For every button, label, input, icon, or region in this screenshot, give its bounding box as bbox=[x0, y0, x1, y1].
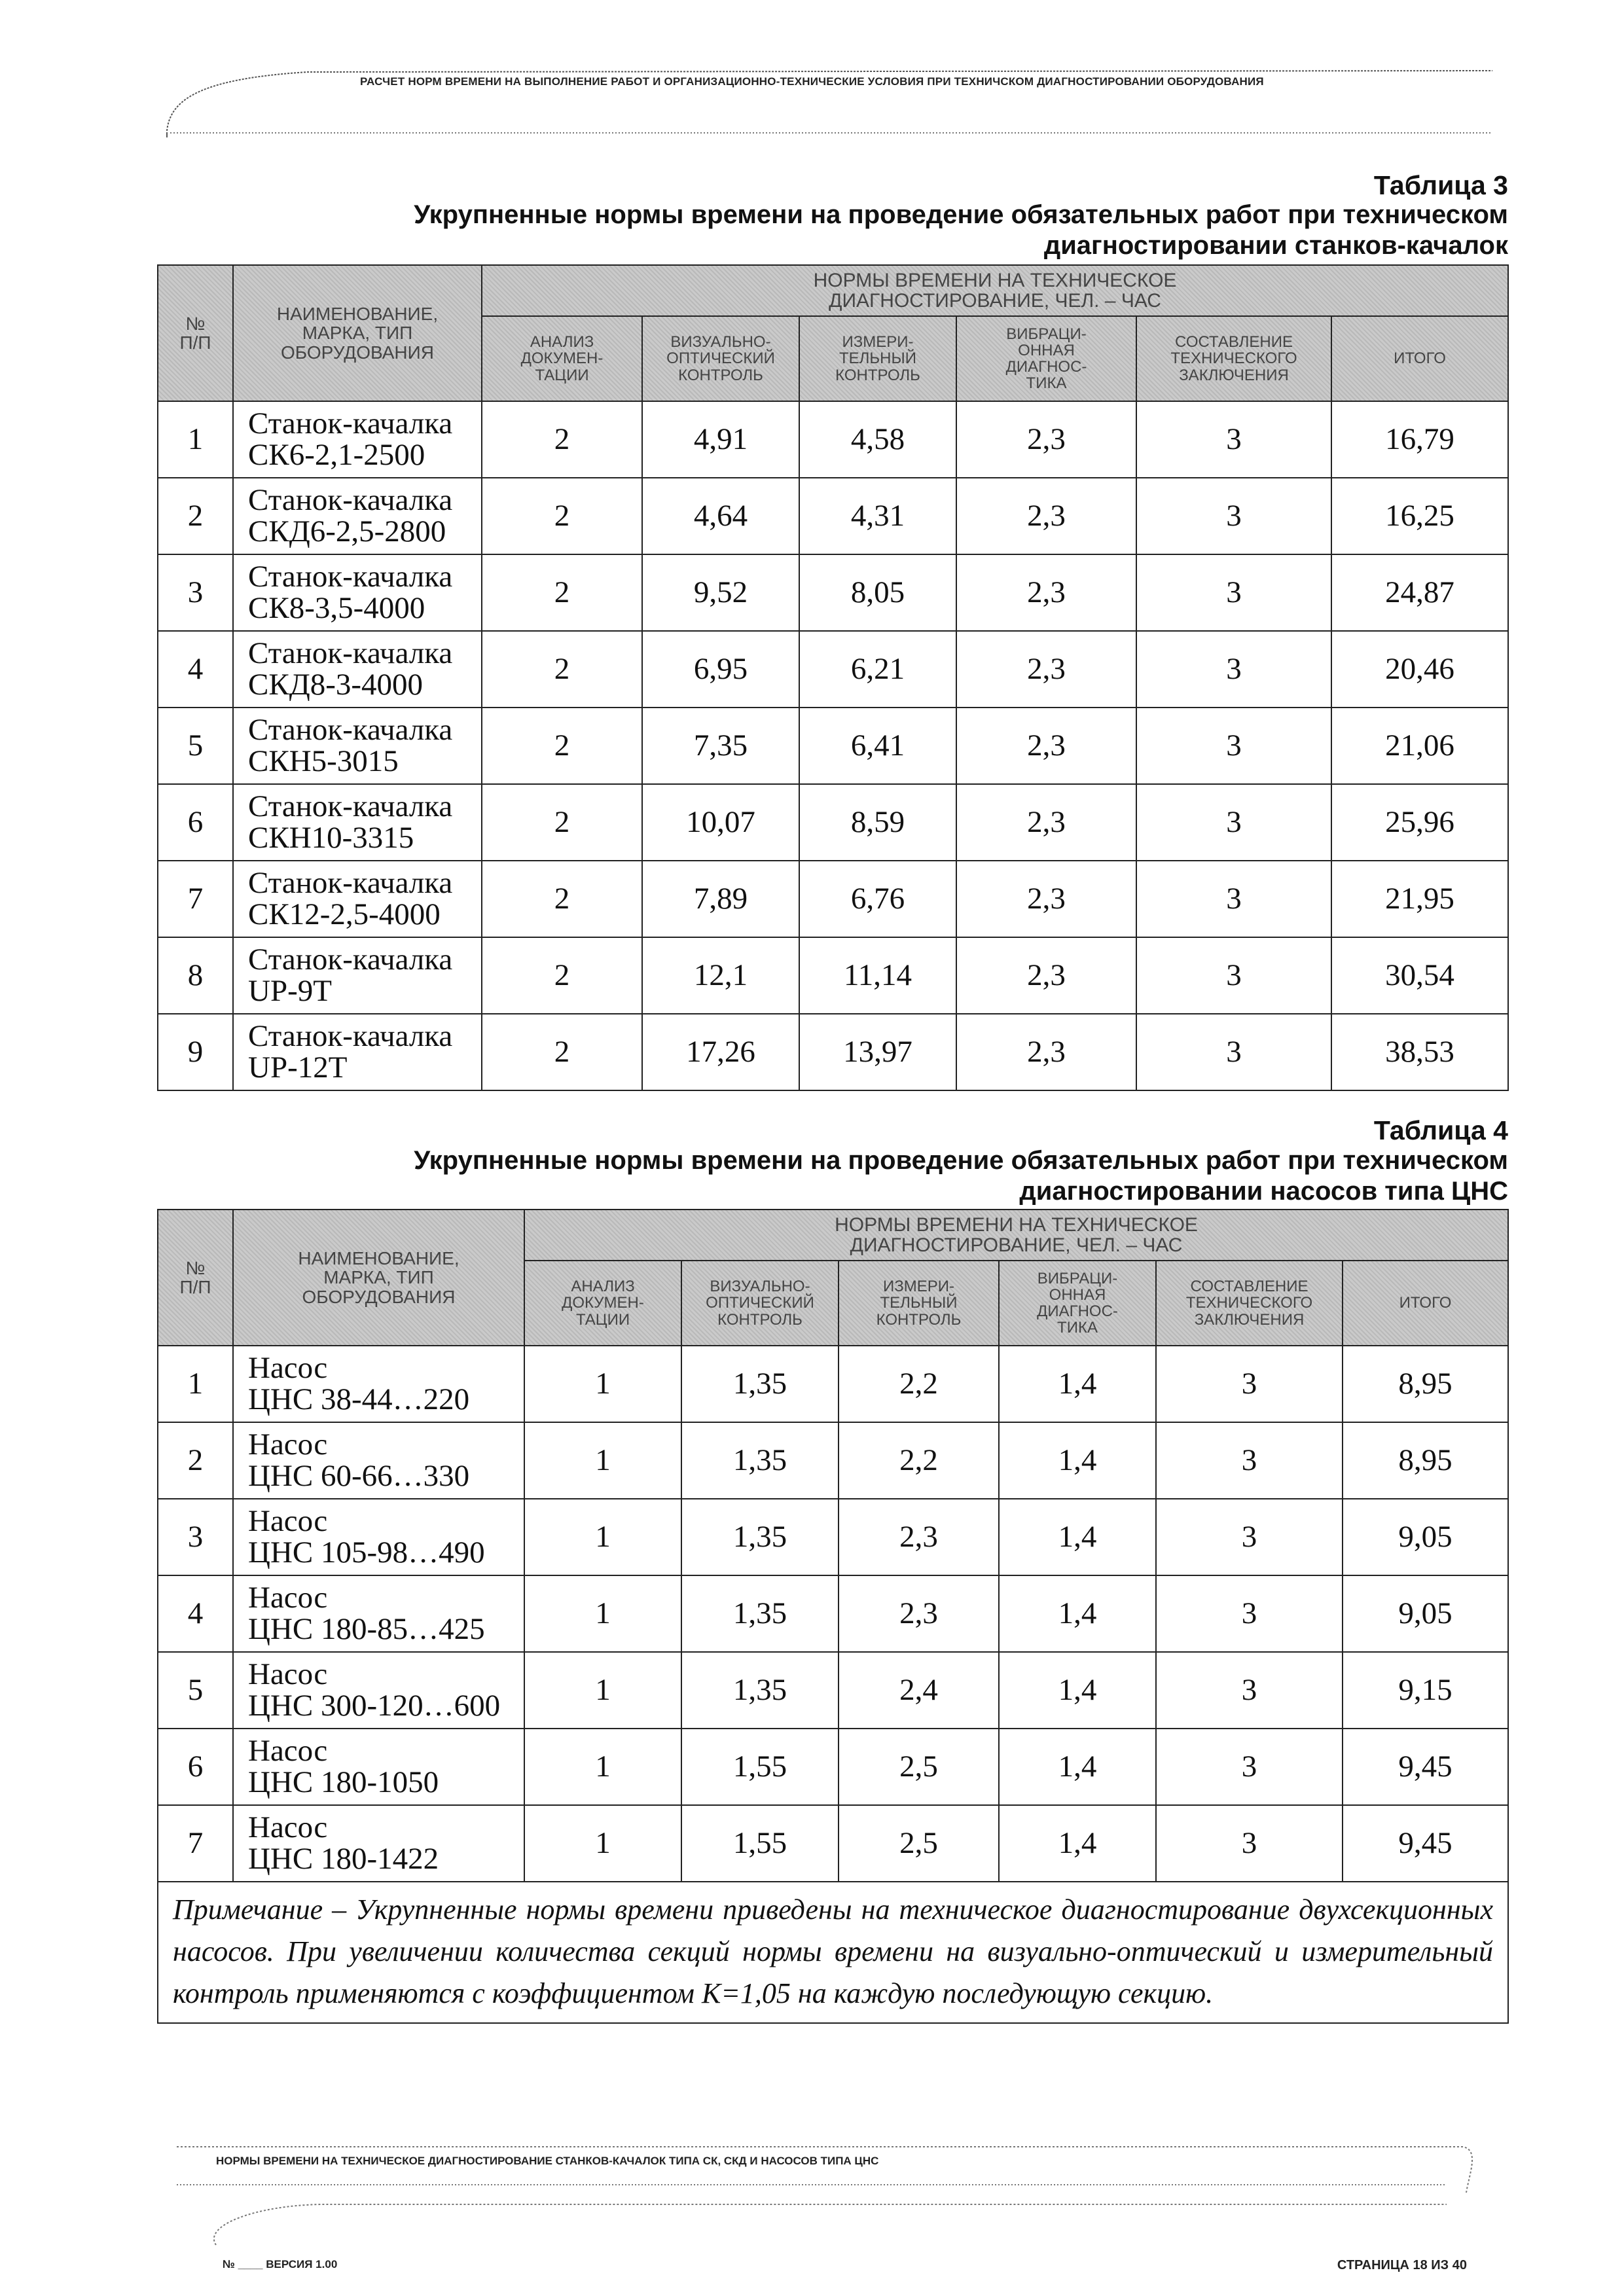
equipment-model: СКН5-3015 bbox=[248, 744, 399, 778]
measure-value: 8,05 bbox=[799, 554, 956, 631]
report-value: 3 bbox=[1136, 554, 1331, 631]
equipment-type: Насос bbox=[248, 1350, 328, 1385]
equipment-model: ЦНС 180-85…425 bbox=[248, 1611, 485, 1646]
table3-label: Таблица 3 bbox=[1373, 170, 1508, 200]
row-number: 5 bbox=[158, 708, 233, 784]
analysis-value: 1 bbox=[524, 1575, 681, 1652]
vibration-value: 2,3 bbox=[956, 861, 1136, 937]
report-value: 3 bbox=[1136, 708, 1331, 784]
measure-value: 6,21 bbox=[799, 631, 956, 708]
equipment-type: Станок-качалка bbox=[248, 712, 453, 747]
report-value: 3 bbox=[1136, 478, 1331, 554]
equipment-type: Насос bbox=[248, 1657, 328, 1691]
equipment-model: СК12-2,5-4000 bbox=[248, 897, 441, 931]
table3-col-analysis: АНАЛИЗ ДОКУМЕН- ТАЦИИ bbox=[482, 316, 642, 401]
total-value: 16,79 bbox=[1331, 401, 1508, 478]
measure-value: 8,59 bbox=[799, 784, 956, 861]
row-number: 1 bbox=[158, 1346, 233, 1422]
table4-title-line2: диагностировании насосов типа ЦНС bbox=[1019, 1177, 1508, 1206]
footer-page-number: СТРАНИЦА 18 ИЗ 40 bbox=[1337, 2258, 1467, 2272]
equipment-type: Насос bbox=[248, 1503, 328, 1538]
vibration-value: 2,3 bbox=[956, 1014, 1136, 1090]
equipment-type: Станок-качалка bbox=[248, 865, 453, 900]
table-row bbox=[158, 784, 1508, 861]
visual-value: 1,35 bbox=[681, 1346, 839, 1422]
table3 bbox=[157, 264, 1509, 1091]
table4-col-report: СОСТАВЛЕНИЕ ТЕХНИЧЕСКОГО ЗАКЛЮЧЕНИЯ bbox=[1156, 1261, 1343, 1346]
equipment-type: Насос bbox=[248, 1427, 328, 1462]
report-value: 3 bbox=[1156, 1575, 1343, 1652]
table4-col-number: № П/П bbox=[158, 1210, 233, 1346]
measure-value: 2,3 bbox=[839, 1499, 999, 1575]
row-number: 6 bbox=[158, 784, 233, 861]
measure-value: 2,2 bbox=[839, 1422, 999, 1499]
total-value: 9,45 bbox=[1343, 1805, 1508, 1882]
table3-col-vibration: ВИБРАЦИ- ОННАЯ ДИАГНОС- ТИКА bbox=[956, 316, 1136, 401]
report-value: 3 bbox=[1136, 937, 1331, 1014]
equipment-name bbox=[233, 1575, 524, 1652]
vibration-value: 2,3 bbox=[956, 708, 1136, 784]
equipment-model: СКД8-3-4000 bbox=[248, 667, 424, 702]
equipment-model: ЦНС 180-1422 bbox=[248, 1841, 439, 1876]
table4 bbox=[157, 1209, 1509, 2024]
measure-value: 2,4 bbox=[839, 1652, 999, 1729]
row-number: 2 bbox=[158, 478, 233, 554]
report-value: 3 bbox=[1136, 631, 1331, 708]
analysis-value: 2 bbox=[482, 784, 642, 861]
row-number: 1 bbox=[158, 401, 233, 478]
total-value: 21,06 bbox=[1331, 708, 1508, 784]
measure-value: 2,5 bbox=[839, 1729, 999, 1805]
equipment-model: ЦНС 60-66…330 bbox=[248, 1458, 470, 1493]
equipment-name bbox=[233, 554, 482, 631]
vibration-value: 2,3 bbox=[956, 401, 1136, 478]
total-value: 21,95 bbox=[1331, 861, 1508, 937]
table-row bbox=[158, 1575, 1508, 1652]
total-value: 8,95 bbox=[1343, 1346, 1508, 1422]
equipment-name bbox=[233, 784, 482, 861]
equipment-name bbox=[233, 1729, 524, 1805]
analysis-value: 2 bbox=[482, 478, 642, 554]
table-row bbox=[158, 1652, 1508, 1729]
equipment-type: Насос bbox=[248, 1733, 328, 1768]
vibration-value: 2,3 bbox=[956, 937, 1136, 1014]
footer-version: № ____ ВЕРСИЯ 1.00 bbox=[223, 2258, 338, 2270]
table-row bbox=[158, 631, 1508, 708]
row-number: 4 bbox=[158, 631, 233, 708]
visual-value: 1,35 bbox=[681, 1499, 839, 1575]
table4-col-visual: ВИЗУАЛЬНО- ОПТИЧЕСКИЙ КОНТРОЛЬ bbox=[681, 1261, 839, 1346]
total-value: 20,46 bbox=[1331, 631, 1508, 708]
table-row bbox=[158, 1805, 1508, 1882]
analysis-value: 2 bbox=[482, 631, 642, 708]
table4-col-vibration: ВИБРАЦИ- ОННАЯ ДИАГНОС- ТИКА bbox=[999, 1261, 1156, 1346]
measure-value: 11,14 bbox=[799, 937, 956, 1014]
analysis-value: 2 bbox=[482, 1014, 642, 1090]
total-value: 9,15 bbox=[1343, 1652, 1508, 1729]
table-row bbox=[158, 861, 1508, 937]
row-number: 3 bbox=[158, 1499, 233, 1575]
vibration-value: 1,4 bbox=[999, 1346, 1156, 1422]
equipment-model: СК8-3,5-4000 bbox=[248, 590, 425, 625]
table-row bbox=[158, 478, 1508, 554]
report-value: 3 bbox=[1136, 784, 1331, 861]
row-number: 3 bbox=[158, 554, 233, 631]
vibration-value: 2,3 bbox=[956, 631, 1136, 708]
equipment-type: Станок-качалка bbox=[248, 789, 453, 823]
equipment-name bbox=[233, 708, 482, 784]
visual-value: 6,95 bbox=[642, 631, 799, 708]
table-row bbox=[158, 1014, 1508, 1090]
equipment-name bbox=[233, 1014, 482, 1090]
equipment-model: ЦНС 38-44…220 bbox=[248, 1382, 470, 1416]
analysis-value: 1 bbox=[524, 1729, 681, 1805]
measure-value: 2,2 bbox=[839, 1346, 999, 1422]
visual-value: 12,1 bbox=[642, 937, 799, 1014]
equipment-model: ЦНС 105-98…490 bbox=[248, 1535, 485, 1570]
equipment-name bbox=[233, 401, 482, 478]
table-row bbox=[158, 708, 1508, 784]
equipment-name bbox=[233, 478, 482, 554]
total-value: 9,05 bbox=[1343, 1499, 1508, 1575]
vibration-value: 1,4 bbox=[999, 1575, 1156, 1652]
vibration-value: 2,3 bbox=[956, 784, 1136, 861]
equipment-model: СКН10-3315 bbox=[248, 820, 414, 855]
equipment-name bbox=[233, 1499, 524, 1575]
report-value: 3 bbox=[1156, 1346, 1343, 1422]
vibration-value: 1,4 bbox=[999, 1729, 1156, 1805]
table3-group-header: НОРМЫ ВРЕМЕНИ НА ТЕХНИЧЕСКОЕ ДИАГНОСТИРОВАНИЕ, ЧЕЛ. – ЧАС bbox=[482, 265, 1508, 316]
report-value: 3 bbox=[1156, 1729, 1343, 1805]
vibration-value: 1,4 bbox=[999, 1499, 1156, 1575]
table3-col-visual: ВИЗУАЛЬНО- ОПТИЧЕСКИЙ КОНТРОЛЬ bbox=[642, 316, 799, 401]
equipment-type: Станок-качалка bbox=[248, 482, 453, 517]
table3-col-name: НАИМЕНОВАНИЕ, МАРКА, ТИП ОБОРУДОВАНИЯ bbox=[233, 265, 482, 401]
analysis-value: 2 bbox=[482, 708, 642, 784]
row-number: 7 bbox=[158, 861, 233, 937]
analysis-value: 2 bbox=[482, 861, 642, 937]
table3-title-line1: Укрупненные нормы времени на проведение обязательных работ при техническом bbox=[414, 200, 1508, 229]
equipment-model: СК6-2,1-2500 bbox=[248, 437, 425, 472]
table-row bbox=[158, 1729, 1508, 1805]
table4-col-analysis: АНАЛИЗ ДОКУМЕН- ТАЦИИ bbox=[524, 1261, 681, 1346]
vibration-value: 1,4 bbox=[999, 1422, 1156, 1499]
total-value: 9,45 bbox=[1343, 1729, 1508, 1805]
row-number: 6 bbox=[158, 1729, 233, 1805]
table-row bbox=[158, 1422, 1508, 1499]
equipment-name bbox=[233, 1805, 524, 1882]
table-row bbox=[158, 1499, 1508, 1575]
visual-value: 7,35 bbox=[642, 708, 799, 784]
table3-col-number: № П/П bbox=[158, 265, 233, 401]
equipment-name bbox=[233, 1346, 524, 1422]
header-title: РАСЧЕТ НОРМ ВРЕМЕНИ НА ВЫПОЛНЕНИЕ РАБОТ И ОРГАНИЗАЦИОННО-ТЕХНИЧЕСКИЕ УСЛОВИЯ ПРИ ТЕХНИЧСКОМ ДИАГНОСТИРОВАНИИ ОБОРУДОВАНИЯ bbox=[360, 75, 1264, 88]
visual-value: 1,35 bbox=[681, 1575, 839, 1652]
table4-title bbox=[414, 1145, 1508, 1207]
table-row bbox=[158, 554, 1508, 631]
equipment-model: UP-9T bbox=[248, 973, 332, 1008]
page-header bbox=[164, 39, 1499, 137]
visual-value: 7,89 bbox=[642, 861, 799, 937]
visual-value: 1,35 bbox=[681, 1422, 839, 1499]
analysis-value: 1 bbox=[524, 1422, 681, 1499]
visual-value: 4,91 bbox=[642, 401, 799, 478]
table-row bbox=[158, 401, 1508, 478]
total-value: 38,53 bbox=[1331, 1014, 1508, 1090]
table4-col-name: НАИМЕНОВАНИЕ, МАРКА, ТИП ОБОРУДОВАНИЯ bbox=[233, 1210, 524, 1346]
header-frame-icon bbox=[164, 39, 1499, 137]
equipment-name bbox=[233, 1652, 524, 1729]
analysis-value: 1 bbox=[524, 1346, 681, 1422]
measure-value: 2,5 bbox=[839, 1805, 999, 1882]
analysis-value: 2 bbox=[482, 937, 642, 1014]
table-row bbox=[158, 937, 1508, 1014]
equipment-type: Станок-качалка bbox=[248, 406, 453, 440]
total-value: 24,87 bbox=[1331, 554, 1508, 631]
analysis-value: 2 bbox=[482, 401, 642, 478]
vibration-value: 1,4 bbox=[999, 1805, 1156, 1882]
table3-title bbox=[414, 200, 1508, 261]
measure-value: 2,3 bbox=[839, 1575, 999, 1652]
report-value: 3 bbox=[1136, 861, 1331, 937]
measure-value: 6,76 bbox=[799, 861, 956, 937]
measure-value: 13,97 bbox=[799, 1014, 956, 1090]
report-value: 3 bbox=[1156, 1805, 1343, 1882]
table4-title-line1: Укрупненные нормы времени на проведение обязательных работ при техническом bbox=[414, 1146, 1508, 1175]
equipment-name bbox=[233, 1422, 524, 1499]
table4-label: Таблица 4 bbox=[1373, 1115, 1508, 1145]
table3-col-report: СОСТАВЛЕНИЕ ТЕХНИЧЕСКОГО ЗАКЛЮЧЕНИЯ bbox=[1136, 316, 1331, 401]
row-number: 2 bbox=[158, 1422, 233, 1499]
analysis-value: 1 bbox=[524, 1499, 681, 1575]
analysis-value: 2 bbox=[482, 554, 642, 631]
vibration-value: 2,3 bbox=[956, 554, 1136, 631]
vibration-value: 2,3 bbox=[956, 478, 1136, 554]
equipment-model: СКД6-2,5-2800 bbox=[248, 514, 446, 548]
table4-col-measure: ИЗМЕРИ- ТЕЛЬНЫЙ КОНТРОЛЬ bbox=[839, 1261, 999, 1346]
footer-title: НОРМЫ ВРЕМЕНИ НА ТЕХНИЧЕСКОЕ ДИАГНОСТИРОВАНИЕ СТАНКОВ-КАЧАЛОК ТИПА СК, СКД И НАСОСОВ ТИПА ЦНС bbox=[216, 2155, 879, 2167]
table4-col-total: ИТОГО bbox=[1343, 1261, 1508, 1346]
report-value: 3 bbox=[1156, 1422, 1343, 1499]
report-value: 3 bbox=[1136, 1014, 1331, 1090]
equipment-name bbox=[233, 937, 482, 1014]
visual-value: 4,64 bbox=[642, 478, 799, 554]
table3-title-line2: диагностировании станков-качалок bbox=[1043, 231, 1508, 260]
total-value: 16,25 bbox=[1331, 478, 1508, 554]
table4-note: Примечание – Укрупненные нормы времени приведены на техническое диагностирование двухсекционных насосов. При увеличении количества секций нормы времени на визуально-оптический и измерительный контроль применяются с коэффициентом К=1,05 на каждую последующую секцию. bbox=[158, 1882, 1508, 2023]
measure-value: 6,41 bbox=[799, 708, 956, 784]
table4-group-header: НОРМЫ ВРЕМЕНИ НА ТЕХНИЧЕСКОЕ ДИАГНОСТИРОВАНИЕ, ЧЕЛ. – ЧАС bbox=[524, 1210, 1508, 1261]
report-value: 3 bbox=[1136, 401, 1331, 478]
equipment-type: Станок-качалка bbox=[248, 636, 453, 670]
total-value: 30,54 bbox=[1331, 937, 1508, 1014]
equipment-type: Насос bbox=[248, 1580, 328, 1615]
measure-value: 4,31 bbox=[799, 478, 956, 554]
visual-value: 1,55 bbox=[681, 1805, 839, 1882]
visual-value: 17,26 bbox=[642, 1014, 799, 1090]
table-row bbox=[158, 1346, 1508, 1422]
report-value: 3 bbox=[1156, 1499, 1343, 1575]
equipment-model: ЦНС 300-120…600 bbox=[248, 1688, 501, 1723]
visual-value: 10,07 bbox=[642, 784, 799, 861]
row-number: 7 bbox=[158, 1805, 233, 1882]
equipment-model: UP-12T bbox=[248, 1050, 348, 1085]
equipment-name bbox=[233, 631, 482, 708]
equipment-type: Станок-качалка bbox=[248, 559, 453, 594]
row-number: 4 bbox=[158, 1575, 233, 1652]
table3-col-total: ИТОГО bbox=[1331, 316, 1508, 401]
total-value: 9,05 bbox=[1343, 1575, 1508, 1652]
equipment-type: Насос bbox=[248, 1810, 328, 1844]
measure-value: 4,58 bbox=[799, 401, 956, 478]
analysis-value: 1 bbox=[524, 1652, 681, 1729]
footer-frame-icon bbox=[164, 2127, 1506, 2258]
row-number: 8 bbox=[158, 937, 233, 1014]
total-value: 8,95 bbox=[1343, 1422, 1508, 1499]
visual-value: 1,35 bbox=[681, 1652, 839, 1729]
analysis-value: 1 bbox=[524, 1805, 681, 1882]
equipment-type: Станок-качалка bbox=[248, 1018, 453, 1053]
row-number: 9 bbox=[158, 1014, 233, 1090]
equipment-name bbox=[233, 861, 482, 937]
table3-col-measure: ИЗМЕРИ- ТЕЛЬНЫЙ КОНТРОЛЬ bbox=[799, 316, 956, 401]
total-value: 25,96 bbox=[1331, 784, 1508, 861]
vibration-value: 1,4 bbox=[999, 1652, 1156, 1729]
equipment-type: Станок-качалка bbox=[248, 942, 453, 977]
visual-value: 1,55 bbox=[681, 1729, 839, 1805]
report-value: 3 bbox=[1156, 1652, 1343, 1729]
row-number: 5 bbox=[158, 1652, 233, 1729]
equipment-model: ЦНС 180-1050 bbox=[248, 1765, 439, 1799]
visual-value: 9,52 bbox=[642, 554, 799, 631]
